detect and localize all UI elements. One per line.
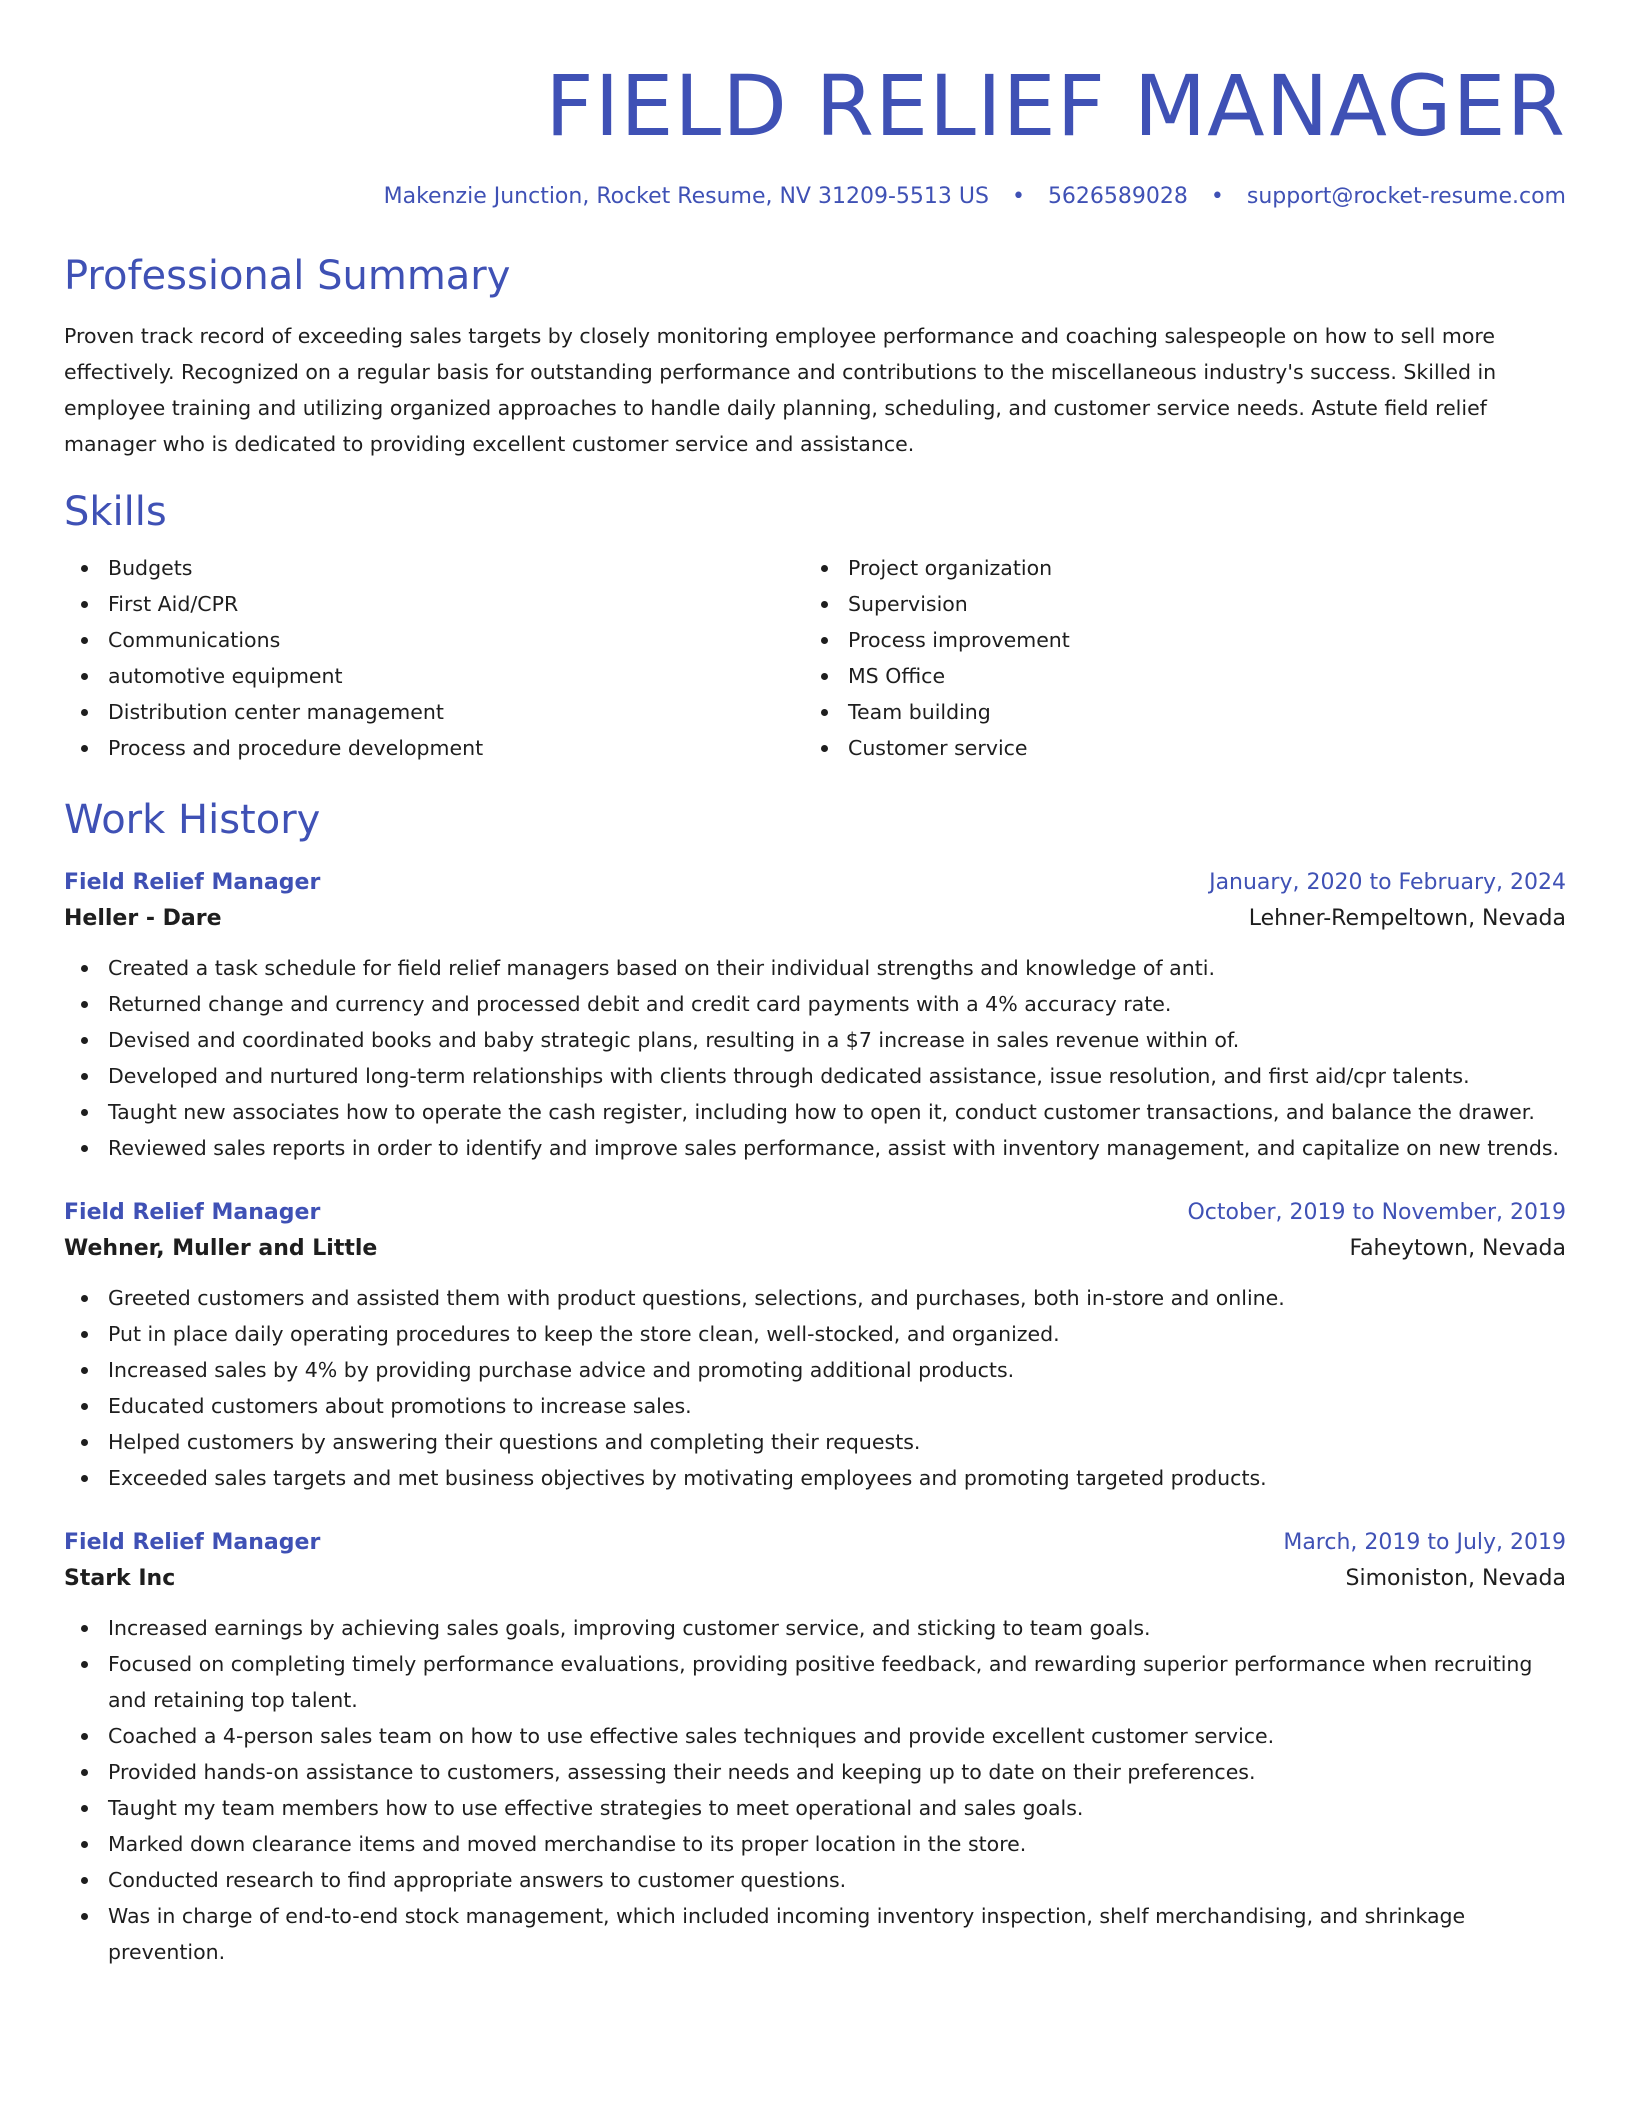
- skill-item: Customer service: [804, 730, 1544, 766]
- work-history-heading: Work History: [64, 797, 321, 843]
- resume-page: [64, 0, 1566, 1970]
- job-bullets: [64, 950, 1566, 1166]
- skills-columns: [64, 550, 1566, 766]
- summary-text: Proven track record of exceeding sales targets by closely monitoring employee performance and coaching salespeople on how to sell more effectively. Recognized on a regular basis for outstanding performance and contributions to the miscellaneous industry's success. Skilled in employee training and utilizing organized approaches to handle daily planning, scheduling, and customer service needs. Astute field relief manager who is dedicated to providing excellent customer service and assistance.: [64, 324, 1497, 456]
- work-history-section: [64, 796, 1566, 1970]
- skill-item: Distribution center management: [64, 694, 804, 730]
- job-bullet: Was in charge of end-to-end stock management, which included incoming inventory inspection, shelf merchandising, and shrinkage prevention.: [64, 1898, 1566, 1970]
- job-bullet: Educated customers about promotions to increase sales.: [64, 1388, 1566, 1424]
- resume-header: [64, 56, 1566, 212]
- job-bullet: Taught my team members how to use effective strategies to meet operational and sales goals.: [64, 1790, 1566, 1826]
- job-title: Field Relief Manager: [64, 870, 321, 895]
- job-entry: [64, 1526, 1566, 1970]
- skill-item: Team building: [804, 694, 1544, 730]
- job-bullets: [64, 1280, 1566, 1496]
- job-dates: January, 2020 to February, 2024: [1209, 870, 1566, 895]
- job-bullet: Returned change and currency and processed debit and credit card payments with a 4% accuracy rate.: [64, 986, 1566, 1022]
- contact-phone: 5626589028: [1047, 184, 1188, 209]
- job-company-row: [64, 900, 1566, 938]
- job-bullet: Taught new associates how to operate the cash register, including how to open it, conduct customer transactions, and balance the drawer.: [64, 1094, 1566, 1130]
- skill-item: First Aid/CPR: [64, 586, 804, 622]
- contact-line: [64, 182, 1566, 212]
- contact-separator: •: [1210, 184, 1224, 209]
- job-company-row: [64, 1230, 1566, 1268]
- job-entry: [64, 866, 1566, 1166]
- skill-item: Budgets: [64, 550, 804, 586]
- job-list: [64, 866, 1566, 1970]
- skill-item: Process improvement: [804, 622, 1544, 658]
- skill-item: Process and procedure development: [64, 730, 804, 766]
- contact-email: support@rocket-resume.com: [1246, 184, 1566, 209]
- skill-item: Project organization: [804, 550, 1544, 586]
- job-title-row: [64, 866, 1566, 900]
- job-title-row: [64, 1196, 1566, 1230]
- job-title: Field Relief Manager: [64, 1530, 321, 1555]
- contact-address: Makenzie Junction, Rocket Resume, NV 31209-5513 US: [383, 184, 989, 209]
- job-company: Heller - Dare: [64, 906, 222, 931]
- job-company: Stark Inc: [64, 1566, 176, 1591]
- job-bullet: Focused on completing timely performance evaluations, providing positive feedback, and rewarding superior performance when recruiting and retaining top talent.: [64, 1646, 1566, 1718]
- job-bullet: Coached a 4-person sales team on how to use effective sales techniques and provide excellent customer service.: [64, 1718, 1566, 1754]
- job-bullet: Put in place daily operating procedures to keep the store clean, well-stocked, and organized.: [64, 1316, 1566, 1352]
- skills-list-left: [64, 550, 804, 766]
- skill-item: Communications: [64, 622, 804, 658]
- job-bullet: Increased earnings by achieving sales goals, improving customer service, and sticking to team goals.: [64, 1610, 1566, 1646]
- job-bullets: [64, 1610, 1566, 1970]
- job-bullet: Increased sales by 4% by providing purchase advice and promoting additional products.: [64, 1352, 1566, 1388]
- resume-name: FIELD RELIEF MANAGER: [545, 57, 1566, 155]
- job-bullet: Created a task schedule for field relief managers based on their individual strengths and knowledge of anti.: [64, 950, 1566, 986]
- skills-list-right: [804, 550, 1544, 766]
- summary-section: [64, 252, 1566, 462]
- skill-item: Supervision: [804, 586, 1544, 622]
- contact-separator: •: [1011, 184, 1025, 209]
- job-bullet: Conducted research to find appropriate answers to customer questions.: [64, 1862, 1566, 1898]
- job-bullet: Helped customers by answering their questions and completing their requests.: [64, 1424, 1566, 1460]
- job-company-row: [64, 1560, 1566, 1598]
- job-bullet: Reviewed sales reports in order to identify and improve sales performance, assist with inventory management, and capitalize on new trends.: [64, 1130, 1566, 1166]
- job-bullet: Exceeded sales targets and met business objectives by motivating employees and promoting targeted products.: [64, 1460, 1566, 1496]
- skill-item: automotive equipment: [64, 658, 804, 694]
- summary-heading: Professional Summary: [64, 253, 511, 299]
- skills-section: [64, 488, 1566, 766]
- job-title-row: [64, 1526, 1566, 1560]
- job-dates: October, 2019 to November, 2019: [1187, 1200, 1566, 1225]
- job-title: Field Relief Manager: [64, 1200, 321, 1225]
- job-bullet: Provided hands-on assistance to customers, assessing their needs and keeping up to date on their preferences.: [64, 1754, 1566, 1790]
- skills-heading: Skills: [64, 489, 167, 535]
- job-bullet: Greeted customers and assisted them with product questions, selections, and purchases, both in-store and online.: [64, 1280, 1566, 1316]
- job-location: Faheytown, Nevada: [1349, 1236, 1566, 1261]
- job-dates: March, 2019 to July, 2019: [1283, 1530, 1566, 1555]
- job-company: Wehner, Muller and Little: [64, 1236, 378, 1261]
- job-entry: [64, 1196, 1566, 1496]
- skill-item: MS Office: [804, 658, 1544, 694]
- job-bullet: Devised and coordinated books and baby strategic plans, resulting in a $7 increase in sales revenue within of.: [64, 1022, 1566, 1058]
- job-bullet: Developed and nurtured long-term relationships with clients through dedicated assistance, issue resolution, and first aid/cpr talents.: [64, 1058, 1566, 1094]
- job-location: Simoniston, Nevada: [1345, 1566, 1566, 1591]
- job-bullet: Marked down clearance items and moved merchandise to its proper location in the store.: [64, 1826, 1566, 1862]
- job-location: Lehner-Rempeltown, Nevada: [1248, 906, 1566, 931]
